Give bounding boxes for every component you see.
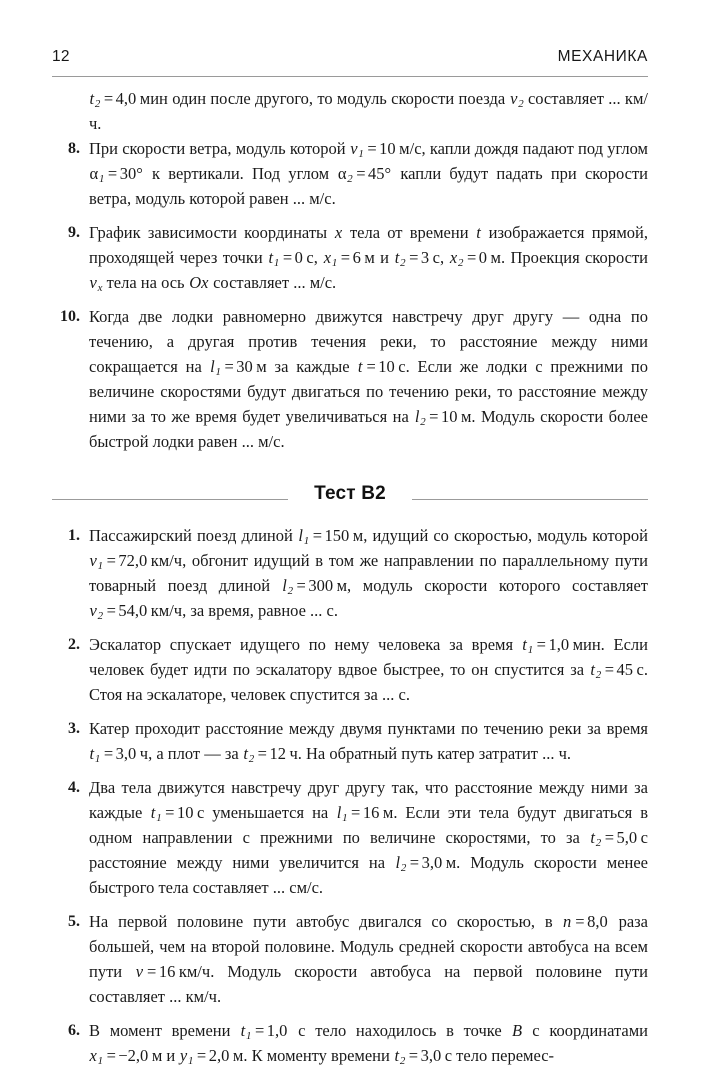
- problem-item: [52, 523, 648, 623]
- section-title: Тест В2: [314, 483, 386, 504]
- problem-item: [52, 304, 648, 454]
- problem-item: [52, 716, 648, 766]
- body-column: [52, 86, 648, 1068]
- problem-text: В момент времени $t_1 = 1,0$ с тело находилось в точке B с координатами $x_1 = -2,0$ м и $y_1 = 2,0$ м. К моменту времени $t_2 = 3,0$ с тело перемес-: [89, 1021, 649, 1068]
- continued-paragraph: $t_2 = 4,0$ мин один после другого, то модуль скорости поезда $v_2$ составляет ... км/ч.: [89, 89, 648, 133]
- problem-number: 8.: [68, 140, 80, 157]
- problem-item: [52, 909, 648, 1009]
- problem-item: [52, 632, 648, 707]
- problem-text: Два тела движутся навстречу друг другу так, что расстояние между ними за каждые $t_1 = 10$ с уменьшается на $l_1 = 16$ м. Если эти тела будут двигаться в одном направлении с прежними по величине скоростями, то за $t_2 = 5,0$ с расстояние между ними увеличится на $l_2 = 3,0$ м. Модуль скорости менее быстрого тела составляет ... см/с.: [89, 778, 649, 897]
- section-heading: [52, 481, 648, 507]
- problem-text: На первой половине пути автобус двигался со скоростью, в n = 8,0 раза большей, чем на второй половине. Модуль средней скорости автобуса на всем пути v = 16 км/ч. Модуль скорости автобуса на первой половине пути составляет ... км/ч.: [89, 912, 648, 1006]
- problem-number: 6.: [68, 1022, 80, 1039]
- problem-text: Когда две лодки равномерно движутся навстречу друг другу — одна по течению, а другая против течения реки, то расстояние между ними сокращается на $l_1 = 30$ м за каждые t = 10 с. Если же лодки с прежними по величине скоростями будут двигаться по течению реки, то расстояние между ними за то же время будет увеличиваться на $l_2 = 10$ м. Модуль скорости более быстрой лодки равен ... м/с.: [89, 307, 648, 451]
- problem-text: При скорости ветра, модуль которой $v_1 = 10$ м/с, капли дождя падают под углом $\alpha_1 = 30^\circ$ к вертикали. Под углом $\alpha_2 = 45^\circ$ капли будут падать при скорости ветра, модуль которой равен ... м/с.: [89, 139, 648, 208]
- heading-rule-left: [52, 499, 288, 500]
- problem-item: [52, 136, 648, 211]
- problem-list-before-heading: [52, 136, 648, 454]
- problem-text: Катер проходит расстояние между двумя пунктами по течению реки за время $t_1 = 3,0$ ч, а плот — за $t_2 = 12$ ч. На обратный путь катер затратит ... ч.: [89, 719, 648, 766]
- problem-number: 3.: [68, 720, 80, 737]
- problem-number: 9.: [68, 224, 80, 241]
- heading-rule-right: [412, 499, 648, 500]
- header-divider: [52, 76, 648, 77]
- problem-item: [52, 220, 648, 295]
- problem-text: Эскалатор спускает идущего по нему человека за время $t_1 = 1,0$ мин. Если человек будет идти по эскалатору вдвое быстрее, то он спустится за $t_2 = 45$ с. Стоя на эскалаторе, человек спустится за ... с.: [89, 635, 648, 704]
- problem-text: График зависимости координаты x тела от времени t изображается прямой, проходящей через точки $t_1 = 0$ с, $x_1 = 6$ м и $t_2 = 3$ с, $x_2 = 0$ м. Проекция скорости $v_x$ тела на ось Ox составляет ... м/с.: [89, 223, 649, 295]
- running-head: МЕХАНИКА: [557, 48, 648, 65]
- problem-item: [52, 775, 648, 900]
- problem-text: Пассажирский поезд длиной $l_1 = 150$ м, идущий со скоростью, модуль которой $v_1 = 72,0$ км/ч, обгонит идущий в том же направлении по параллельному пути товарный поезд длиной $l_2 = 300$ м, модуль скорости которого составляет $v_2 = 54,0$ км/ч, за время, равное ... с.: [89, 526, 648, 623]
- page-number: 12: [52, 48, 70, 65]
- page-header: [52, 48, 648, 66]
- problem-number: 2.: [68, 636, 80, 653]
- problem-number: 10.: [60, 308, 80, 325]
- problem-number: 4.: [68, 779, 80, 796]
- problem-number: 1.: [68, 527, 80, 544]
- problem-item: [52, 1018, 648, 1068]
- problem-list-after-heading: [52, 523, 648, 1068]
- problem-number: 5.: [68, 913, 80, 930]
